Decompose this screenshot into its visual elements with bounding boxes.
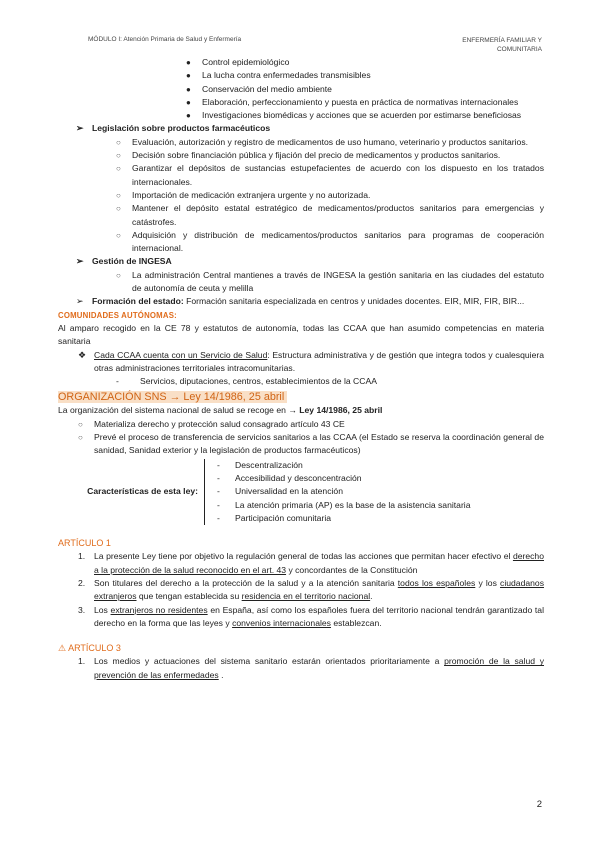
circle-bullet-icon: ○ [116,164,121,174]
list-item-text: Adquisición y distribución de medicamentos/productos sanitarios para programas de cooperación internacional. [132,229,544,254]
section-title-text: Formación del estado: [92,296,184,307]
list-item [58,189,544,202]
header-module-title: MÓDULO I: Atención Primaria de Salud y Enfermería [88,36,242,43]
list-item [213,512,471,525]
list-item [58,69,544,82]
bullet-text: Elaboración, perfeccionamiento y puesta en práctica de normativas internacionales [202,96,519,107]
list-item: 1. Los medios y actuaciones del sistema sanitario estarán orientados prioritariamente a promoción de la salud y prevención de las enfermedades . [78,656,545,680]
underlined-text: ciudadanos extranjeros [94,577,544,602]
list-item-text: Evaluación, autorización y registro de medicamentos de uso humano, veterinario y productos sanitarios. [132,136,529,147]
bullet-icon: ● [186,111,191,121]
bullet-icon: ● [186,97,191,107]
diamond-bullet-icon: ❖ [78,349,87,360]
underlined-text: todos los españoles [397,577,476,588]
list-item [58,162,544,189]
bullet-icon: ● [186,84,191,94]
circle-bullet-icon: ○ [116,270,121,280]
list-item-text: Materializa derecho y protección salud consagrado artículo 43 CE [94,418,345,429]
section-title-text: Legislación sobre productos farmacéuticos [92,123,271,134]
arrow-icon: ➢ [76,296,84,307]
list-item [58,229,544,256]
header-subject-line1: ENFERMERÍA FAMILIAR Y [462,37,542,44]
circle-bullet-icon: ○ [116,151,121,161]
dash-bullet-icon: - [217,499,220,510]
circle-bullet-icon: ○ [116,230,121,240]
section-title-text: Gestión de INGESA [92,256,172,267]
list-item-text: Garantizar el depósitos de sustancias estupefacientes de acuerdo con los dispuesto en los tratados internacionales. [132,163,544,187]
list-item-text: La atención primaria (AP) es la base de la asistencia sanitaria [235,499,471,510]
bullet-icon: ● [186,71,191,81]
sns-intro [58,404,544,417]
list-item [213,485,471,498]
page-content [58,56,544,682]
arrow-icon: ➢ [76,123,84,134]
section-title-ingesa [58,255,544,268]
list-item [58,56,544,69]
dash-bullet-icon: - [217,486,220,497]
underlined-text: derecho a la protección de la salud reconocido en el art. 43 [94,551,544,575]
bullet-text: Control epidemiológico [202,57,290,67]
bullet-icon: ● [186,58,191,67]
underlined-text: residencia en el territorio nacional [241,591,371,602]
dash-bullet-icon: - [217,472,220,483]
list-item [58,349,544,376]
sns-heading [58,390,544,404]
section-formacion [58,295,544,308]
sns-intro-text: La organización del sistema nacional de salud se recoge en → [58,405,300,416]
list-item-text: Participación comunitaria [235,512,332,523]
list-item-text: Importación de medicación extranjera urgente y no autorizada. [132,189,371,200]
list-item [58,418,544,431]
underlined-text: convenios internacionales [232,617,331,628]
list-item: 2. Son titulares del derecho a la protección de la salud y a la atención sanitaria todos los españoles y los ciudadanos extranjeros que tengan establecida su residencia en el territorio nacional. [78,577,544,602]
list-item [58,269,544,296]
section-title-farmaceuticos [58,122,544,135]
bullet-text: La lucha contra enfermedades transmisibles [202,70,371,81]
list-item [213,472,471,485]
list-item [58,375,544,388]
list-item [58,431,544,458]
list-item [58,136,544,149]
dash-bullet-icon: - [217,459,220,470]
articulo3-heading: ⚠ ARTÍCULO 3 [58,643,121,654]
bullet-text: Conservación del medio ambiente [202,83,332,94]
dash-bullet-icon: - [217,512,220,523]
list-item [58,149,544,162]
list-item: 1. La presente Ley tiene por objetivo la regulación general de todas las acciones que permitan hacer efectivo el derecho a la protección de la salud reconocido en el art. 43 y concordantes de la Constitución [78,551,544,575]
list-item [58,83,544,96]
list-item [213,499,471,512]
underlined-text: promoción de la salud y prevención de las enfermedades [94,656,545,680]
header-subject [432,36,542,54]
ccaa-intro: Al amparo recogido en la CE 78 y estatutos de autonomía, todas las CCAA que han asumido competencias en materia sanitaria [58,322,544,347]
arrow-icon: ➢ [76,256,84,267]
section-text: Formación sanitaria especializada en centros y unidades docentes. EIR, MIR, FIR, BIR... [183,296,525,307]
list-item [58,202,544,229]
circle-bullet-icon: ○ [78,419,83,429]
list-item-text: Prevé el proceso de transferencia de servicios sanitarios a las CCAA (el Estado se reserva la coordinación general de sanidad, Sanidad exterior y la legislación de productos farmacéuticos) [94,432,544,456]
bullet-text: Investigaciones biomédicas y acciones que se acuerden por estimarse beneficiosas [202,110,522,121]
articulo1-heading: ARTÍCULO 1 [58,538,111,549]
circle-bullet-icon: ○ [116,204,121,214]
characteristics-list [205,459,471,525]
circle-bullet-icon: ○ [116,137,121,147]
list-item-text: Decisión sobre financiación pública y fijación del precio de medicamentos y productos sanitarios. [132,150,501,161]
ccaa-heading: COMUNIDADES AUTÓNOMAS: [58,310,177,320]
sns-intro-law: Ley 14/1986, 25 abril [299,405,383,416]
list-item-text: : Estructura administrativa y de gestión que integra todos y cualesquiera otras administraciones territoriales intracomunitarias. [94,349,544,373]
page-number: 2 [536,799,542,810]
list-item-text: Mantener el depósito estatal estratégico de medicamentos/productos sanitarios para emergencias y catástrofes. [132,203,544,227]
circle-bullet-icon: ○ [78,433,83,443]
list-item-text: Accesibilidad y desconcentración [235,472,362,483]
highlighted-heading: ORGANIZACIÓN SNS → Ley 14/1986, 25 abril [58,391,287,403]
characteristics-label: Características de esta ley: [58,459,205,525]
list-item [58,109,544,122]
characteristics-table [58,459,544,525]
list-item-text: La administración Central mantienes a través de INGESA la gestión sanitaria en las ciudades del estatuto de autonomía de ceuta y melilla [132,269,544,294]
list-item-text: Universalidad en la atención [235,486,343,497]
list-item [58,96,544,109]
list-item [213,459,471,472]
circle-bullet-icon: ○ [116,190,121,200]
underlined-text: extranjeros no residentes [110,604,208,615]
list-item-text: Servicios, diputaciones, centros, establecimientos de la CCAA [140,376,377,387]
underlined-text: Cada CCAA cuenta con un Servicio de Salud [94,349,268,360]
list-item-text: Descentralización [235,459,303,470]
dash-bullet-icon: - [116,376,119,387]
list-item: 3. Los extranjeros no residentes en España, así como los españoles fuera del territorio nacional tendrán garantizado tal derecho en la forma que las leyes y convenios internacionales establezcan. [78,604,544,628]
header-subject-line2: COMUNITARIA [496,46,542,53]
